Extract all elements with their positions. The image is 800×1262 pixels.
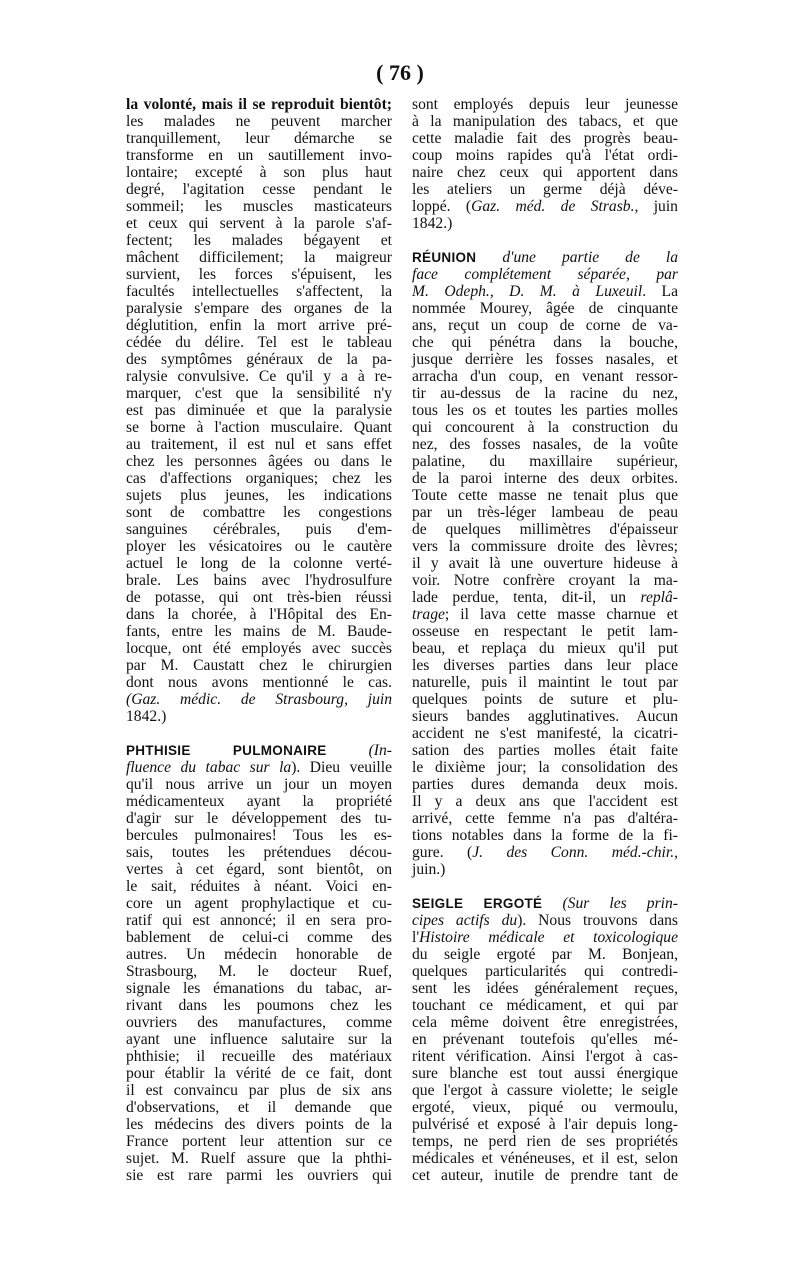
text-line: voir. Notre confrère croyant la ma- <box>412 572 678 589</box>
text-line: médicales et vénéneuses, et il est, selon <box>412 1150 678 1167</box>
text-line: chez les personnes âgées ou dans le <box>126 453 392 470</box>
text-line: sanguines cérébrales, puis d'em- <box>126 521 392 538</box>
text-line: se borne à l'action musculaire. Quant <box>126 419 392 436</box>
text-line: est pas diminuée et que la paralysie <box>126 402 392 419</box>
text-line: nez, des fosses nasales, de la voûte <box>412 436 678 453</box>
text-line: la volonté, mais il se reproduit bientôt; <box>126 96 392 113</box>
text-line: France portent leur attention sur ce <box>126 1133 392 1150</box>
text-line: Strasbourg, M. le docteur Ruef, <box>126 963 392 980</box>
text-line: phthisie; il recueille des matériaux <box>126 1048 392 1065</box>
text-line: sont de combattre les congestions <box>126 504 392 521</box>
text-line: arracha d'un coup, en venant ressor- <box>412 368 678 385</box>
text-line: que l'ergot à cassure violette; le seigle <box>412 1082 678 1099</box>
text-line: gure. (J. des Conn. méd.-chir., <box>412 844 678 861</box>
text-line: déglutition, enfin la mort arrive pré- <box>126 317 392 334</box>
text-line: vertes à cet égard, sont bientôt, on <box>126 861 392 878</box>
text-line: quelques particularités qui contredi- <box>412 963 678 980</box>
text-line: brale. Les bains avec l'hydrosulfure <box>126 572 392 589</box>
text-line: ayant une influence salutaire sur la <box>126 1031 392 1048</box>
text-line: rivant dans les poumons chez les <box>126 997 392 1014</box>
text-line: en prévenant toutefois qu'elles mé- <box>412 1031 678 1048</box>
text-line: lontaire; excepté à son plus haut <box>126 164 392 181</box>
text-line: pulvérisé et exposé à l'air depuis long- <box>412 1116 678 1133</box>
text-line: dans la chorée, à l'Hôpital des En- <box>126 606 392 623</box>
text-line: les malades ne peuvent marcher <box>126 113 392 130</box>
text-line: fluence du tabac sur la). Dieu veuille <box>126 759 392 776</box>
text-line: PHTHISIE PULMONAIRE (In- <box>126 742 392 759</box>
text-line: sation des parties molles était faite <box>412 742 678 759</box>
text-line: survient, les forces s'épuisent, les <box>126 266 392 283</box>
text-line: M. Odeph., D. M. à Luxeuil. La <box>412 283 678 300</box>
text-line: (Gaz. médic. de Strasbourg, juin <box>126 691 392 708</box>
text-line: locque, ont été employés avec succès <box>126 640 392 657</box>
text-line: par M. Caustatt chez le chirurgien <box>126 657 392 674</box>
text-line: sieurs bandes agglutinatives. Aucun <box>412 708 678 725</box>
text-line: accident ne s'est manifesté, la cicatri- <box>412 725 678 742</box>
text-line: naturelle, puis il maintint le tout par <box>412 674 678 691</box>
text-line: tir au-dessus de la racine du nez, <box>412 385 678 402</box>
text-line: fectent; les malades bégayent et <box>126 232 392 249</box>
text-line: face complétement séparée, par <box>412 266 678 283</box>
paragraph-gap <box>412 878 678 895</box>
text-line: ergoté, vieux, piqué ou vermoulu, <box>412 1099 678 1116</box>
text-line: de potasse, qui ont très-bien réussi <box>126 589 392 606</box>
text-line: autres. Un médecin honorable de <box>126 946 392 963</box>
text-line: les médecins des divers points de la <box>126 1116 392 1133</box>
text-line: facultés intellectuelles s'affectent, la <box>126 283 392 300</box>
text-line: palatine, du maxillaire supérieur, <box>412 453 678 470</box>
paragraph-gap <box>126 725 392 742</box>
text-line: des symptômes généraux de la pa- <box>126 351 392 368</box>
text-line: ployer les vésicatoires ou le cautère <box>126 538 392 555</box>
text-line: transforme en un sautillement invo- <box>126 147 392 164</box>
text-line: les diverses parties dans leur place <box>412 657 678 674</box>
text-line: cipes actifs du). Nous trouvons dans <box>412 912 679 929</box>
text-line: au traitement, il est nul et sans effet <box>126 436 392 453</box>
text-line: tions notables dans la forme de la fi- <box>412 827 678 844</box>
text-line: le dixième jour; la consolidation des <box>412 759 678 776</box>
text-line: les ateliers un germe déjà déve- <box>412 181 678 198</box>
text-line: à la manipulation des tabacs, et que <box>412 113 678 130</box>
text-line: sujet. M. Ruelf assure que la phthi- <box>126 1150 392 1167</box>
text-line: cette maladie fait des progrès beau- <box>412 130 678 147</box>
right-column <box>412 96 678 1184</box>
text-line: trage; il lava cette masse charnue et <box>412 606 678 623</box>
text-line: tous les os et toutes les parties molles <box>412 402 678 419</box>
paragraph-gap <box>412 232 678 249</box>
text-line: quelques points de suture et plu- <box>412 691 678 708</box>
text-line: qui concourent à la construction du <box>412 419 678 436</box>
text-line: vers la commissure droite des lèvres; <box>412 538 678 555</box>
text-line: lade perdue, tenta, dit-il, un replâ- <box>412 589 678 606</box>
text-line: le sait, réduites à néant. Voici en- <box>126 878 392 895</box>
text-line: paralysie s'empare des organes de la <box>126 300 392 317</box>
text-line: temps, ne perd rien de ses propriétés <box>412 1133 678 1150</box>
text-line: naire chez ceux qui apportent dans <box>412 164 678 181</box>
text-line: sure blanche est tout aussi énergique <box>412 1065 678 1082</box>
text-line: ans, reçut un coup de corne de va- <box>412 317 678 334</box>
text-line: pour établir la vérité de ce fait, dont <box>126 1065 392 1082</box>
text-line: signale les émanations du tabac, ar- <box>126 980 392 997</box>
text-line: fants, entre les mains de M. Baude- <box>126 623 392 640</box>
text-line: sont employés depuis leur jeunesse <box>412 96 678 113</box>
text-line: de quelques millimètres d'épaisseur <box>412 521 678 538</box>
text-line: RÉUNION d'une partie de la <box>412 249 678 266</box>
text-line: ratif qui est annoncé; il en sera pro- <box>126 912 392 929</box>
text-line: degré, l'agitation cesse pendant le <box>126 181 392 198</box>
text-line: che qui pénétra dans la bouche, <box>412 334 678 351</box>
text-line: core un agent prophylactique et cu- <box>126 895 392 912</box>
text-line: ouvriers des manufactures, comme <box>126 1014 392 1031</box>
text-line: tranquillement, leur démarche se <box>126 130 392 147</box>
text-line: 1842.) <box>412 215 453 232</box>
text-line: du seigle ergoté par M. Bonjean, <box>412 946 678 963</box>
text-line: il est convaincu par plus de six ans <box>126 1082 392 1099</box>
text-line: parties dures demanda deux mois. <box>412 776 678 793</box>
text-line: il y avait là une ouverture hideuse à <box>412 555 678 572</box>
text-line: d'agir sur le développement des tu- <box>126 810 392 827</box>
text-line: sommeil; les muscles masticateurs <box>126 198 392 215</box>
text-line: ritent vérification. Ainsi l'ergot à cas- <box>412 1048 678 1065</box>
left-column <box>126 96 392 1184</box>
text-line: Toute cette masse ne tenait plus que <box>412 487 678 504</box>
text-line: médicamenteux ayant la propriété <box>126 793 392 810</box>
text-line: loppé. (Gaz. méd. de Strasb., juin <box>412 198 678 215</box>
text-line: sent les idées généralement reçues, <box>412 980 678 997</box>
text-line: ralysie convulsive. Ce qu'il y a à re- <box>126 368 392 385</box>
text-line: bercules pulmonaires! Tous les es- <box>126 827 392 844</box>
text-line: par un très-léger lambeau de peau <box>412 504 678 521</box>
text-line: SEIGLE ERGOTÉ (Sur les prin- <box>412 895 678 912</box>
text-line: arrivé, cette femme n'a pas d'altéra- <box>412 810 678 827</box>
text-line: nommée Mourey, âgée de cinquante <box>412 300 678 317</box>
text-line: touchant ce médicament, et qui par <box>412 997 678 1014</box>
text-line: Il y a deux ans que l'accident est <box>412 793 678 810</box>
text-line: juin.) <box>412 861 446 878</box>
text-line: osseuse en respectant le petit lam- <box>412 623 678 640</box>
text-line: marquer, c'est que la sensibilité n'y <box>126 385 392 402</box>
text-line: cela même doivent être enregistrées, <box>412 1014 678 1031</box>
text-line: coup moins rapides qu'à l'état ordi- <box>412 147 678 164</box>
text-line: l'Histoire médicale et toxicologique <box>412 929 678 946</box>
text-line: cet auteur, inutile de prendre tant de <box>412 1167 678 1184</box>
text-line: 1842.) <box>126 708 167 725</box>
text-line: bablement de celui-ci comme des <box>126 929 392 946</box>
text-line: de la paroi interne des deux orbites. <box>412 470 678 487</box>
text-line: qu'il nous arrive un jour un moyen <box>126 776 392 793</box>
text-line: et ceux qui servent à la parole s'af- <box>126 215 392 232</box>
text-line: actuel le long de la colonne verté- <box>126 555 392 572</box>
text-line: d'observations, et il demande que <box>126 1099 392 1116</box>
text-line: beau, et replaça du mieux qu'il put <box>412 640 678 657</box>
text-line: cas d'affections organiques; chez les <box>126 470 392 487</box>
text-line: sais, toutes les prétendues décou- <box>126 844 392 861</box>
text-line: sie est rare parmi les ouvriers qui <box>126 1167 392 1184</box>
text-line: jusque derrière les fosses nasales, et <box>412 351 678 368</box>
text-line: sujets plus jeunes, les indications <box>126 487 392 504</box>
page-number: ( 76 ) <box>376 60 424 85</box>
text-line: dont nous avons mentionné le cas. <box>126 674 392 691</box>
text-line: mâchent difficilement; la maigreur <box>126 249 392 266</box>
text-line: cédée du délire. Tel est le tableau <box>126 334 392 351</box>
